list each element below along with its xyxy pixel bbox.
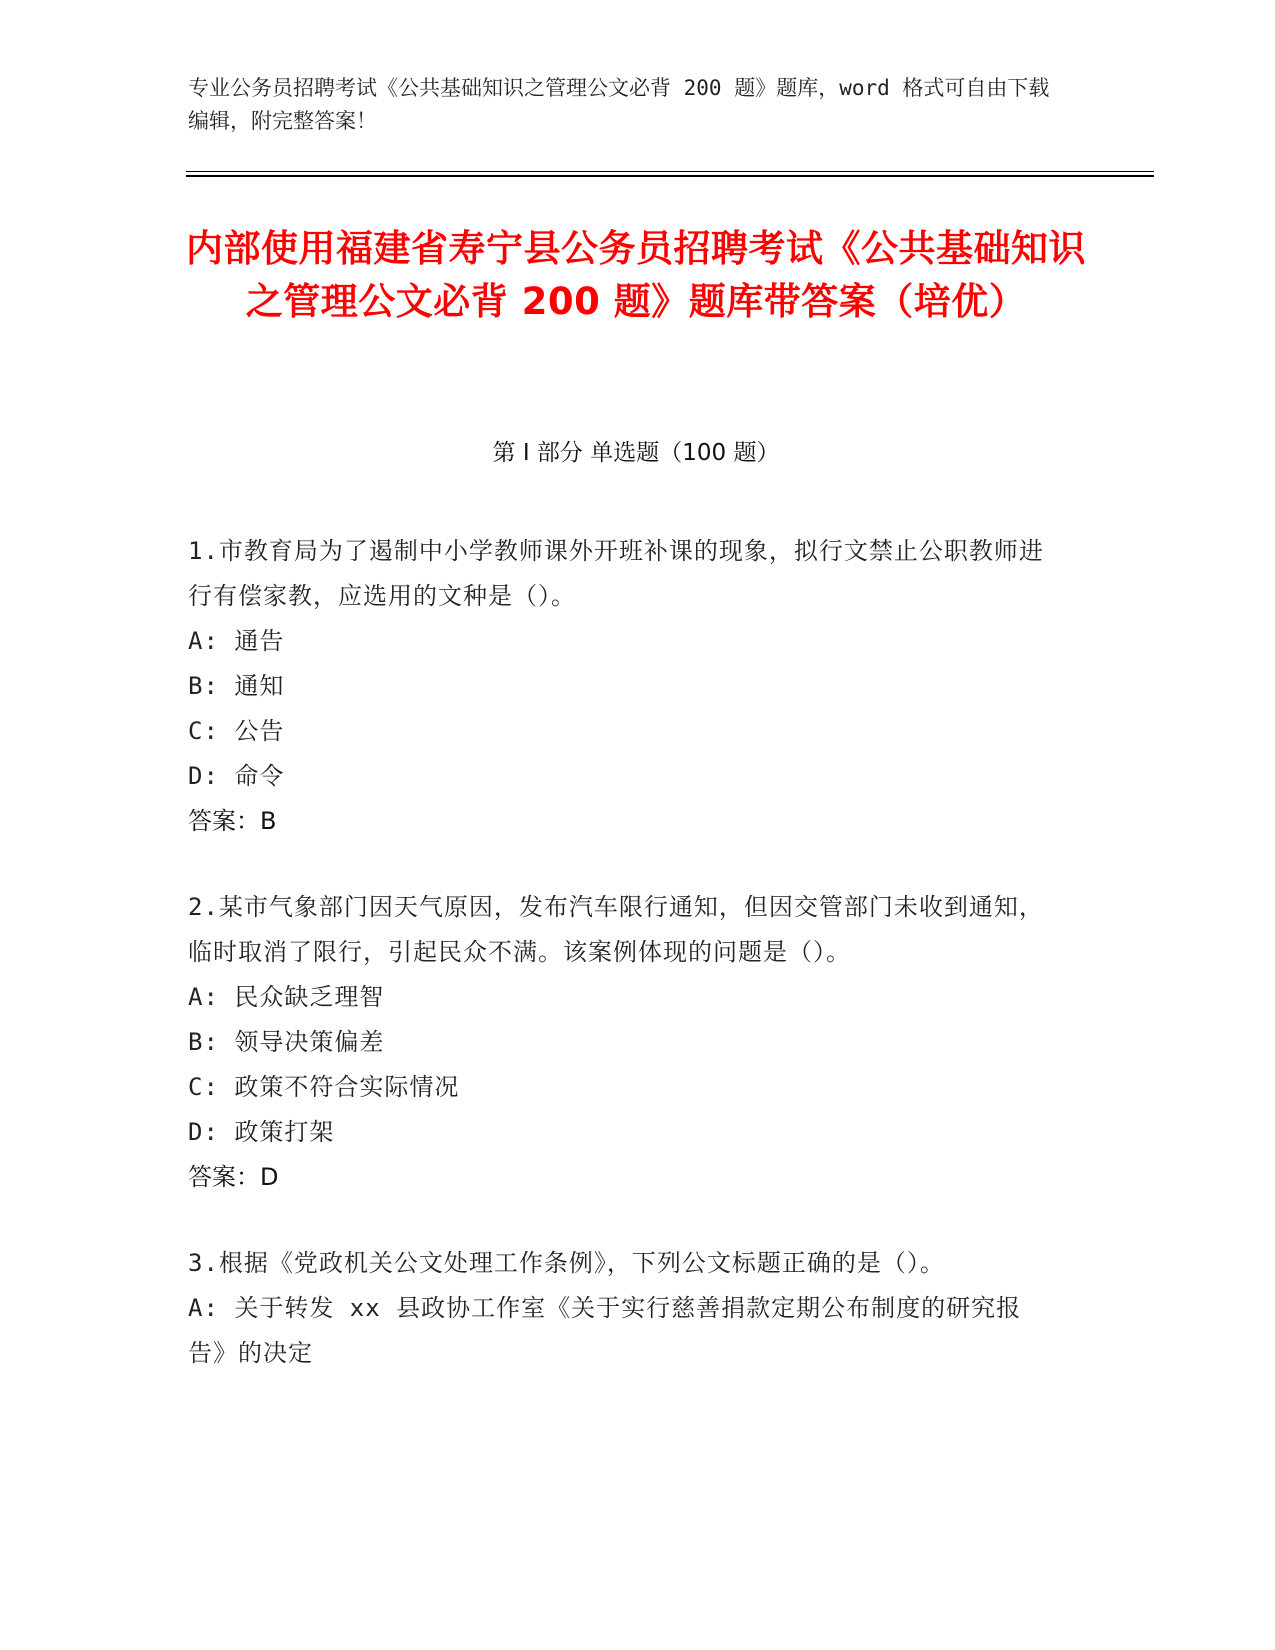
option-b: B: 通知 xyxy=(188,672,285,700)
option-a: A: 民众缺乏理智 xyxy=(188,983,385,1011)
question-text: 1.市教育局为了遏制中小学教师课外开班补课的现象，拟行文禁止公职教师进行有偿家教，应选用的文种是（）。 xyxy=(188,537,1044,610)
document-title: 内部使用福建省寿宁县公务员招聘考试《公共基础知识之管理公文必背 200 题》题库带答案（培优） xyxy=(186,227,1086,323)
header-divider-thick xyxy=(186,175,1154,177)
header-divider-thin xyxy=(186,171,1154,172)
option-d: D: 政策打架 xyxy=(188,1118,335,1146)
section-heading: 第 I 部分 单选题（100 题） xyxy=(492,440,780,466)
question-1 xyxy=(188,529,1058,844)
option-c: C: 政策不符合实际情况 xyxy=(188,1073,460,1101)
option-a: A: 关于转发 xx 县政协工作室《关于实行慈善捐款定期公布制度的研究报告》的决定 xyxy=(188,1294,1022,1367)
option-d: D: 命令 xyxy=(188,762,285,790)
option-b: B: 领导决策偏差 xyxy=(188,1028,385,1056)
header-note: 专业公务员招聘考试《公共基础知识之管理公文必背 200 题》题库，word 格式可自由下载编辑，附完整答案！ xyxy=(188,76,1050,133)
question-list xyxy=(188,529,1058,1417)
question-3 xyxy=(188,1241,1058,1376)
question-text: 3.根据《党政机关公文处理工作条例》，下列公文标题正确的是（）。 xyxy=(188,1249,945,1277)
question-text: 2.某市气象部门因天气原因，发布汽车限行通知，但因交管部门未收到通知，临时取消了限行，引起民众不满。该案例体现的问题是（）。 xyxy=(188,893,1044,966)
option-a: A: 通告 xyxy=(188,627,285,655)
question-2 xyxy=(188,885,1058,1200)
option-c: C: 公告 xyxy=(188,717,285,745)
answer-line: 答案：B xyxy=(188,807,277,835)
answer-line: 答案：D xyxy=(188,1163,279,1191)
